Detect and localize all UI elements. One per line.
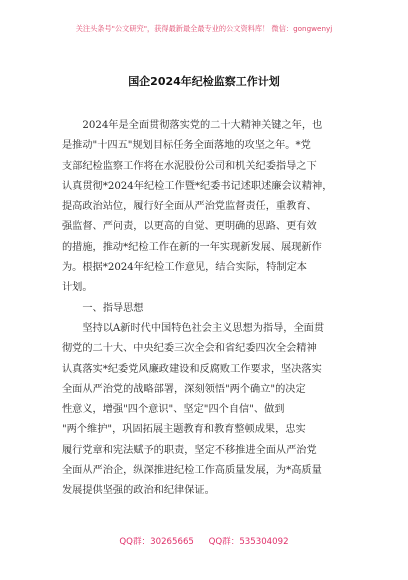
document-title: 国企2024年纪检监察工作计划 [128, 75, 280, 88]
body-line: 坚持以A新时代中国特色社会主义思想为指导，全面贯 [62, 322, 325, 334]
body-line: 为。根据*2024年纪检工作意见，结合实际，特制定本 [62, 262, 307, 274]
body-line: "两个维护"，巩固拓展主题教育和教育整顿成果，忠实 [62, 424, 306, 436]
header-promo-note: 关注头条号"公文研究"，获得最新最全最专业的公文资料库！ 微信：gongwenyj [75, 24, 333, 33]
body-line: 提高政治站位，履行好全面从严治党监督责任，重教育、 [62, 201, 317, 213]
body-line: 性意义，增强"四个意识"、坚定"四个自信"、做到 [62, 404, 285, 416]
footer-contact [0, 535, 408, 547]
body-line: 计划。 [62, 282, 93, 294]
qq-group-1: QQ群：30265665 [119, 537, 194, 547]
body-line: 支部纪检监察工作将在水泥股份公司和机关纪委指导之下 [62, 160, 317, 172]
section-heading: 一、指导思想 [62, 302, 144, 314]
body-line: 2024年是全面贯彻落实党的二十大精神关键之年，也 [62, 120, 323, 131]
qq-group-2: QQ群：535304092 [208, 537, 289, 547]
body-line: 认真落实*纪委党风廉政建设和反腐败工作要求，坚决落实 [62, 363, 322, 375]
body-line: 全面从严治企，纵深推进纪检工作高质量发展，为*高质量 [62, 465, 322, 477]
body-line: 履行党章和宪法赋予的职责，坚定不移推进全面从严治党 [62, 444, 317, 456]
body-line: 强监督、严问责，以更高的自觉、更明确的思路、更有效 [62, 221, 317, 233]
document-body [62, 116, 358, 502]
body-line: 认真贯彻*2024年纪检工作暨*纪委书记述职述廉会议精神， [62, 180, 333, 192]
body-line: 全面从严治党的战略部署，深刻领悟"两个确立"的决定 [62, 383, 306, 395]
body-line: 彻党的二十大、中央纪委三次全会和省纪委四次全会精神 [62, 343, 317, 355]
body-line: 的措施，推动*纪检工作在新的一年实现新发展、展现新作 [62, 241, 322, 253]
body-line: 发展提供坚强的政治和纪律保证。 [62, 485, 215, 497]
body-line: 是推动"十四五"规划目标任务全面落地的攻坚之年。*党 [62, 140, 311, 152]
